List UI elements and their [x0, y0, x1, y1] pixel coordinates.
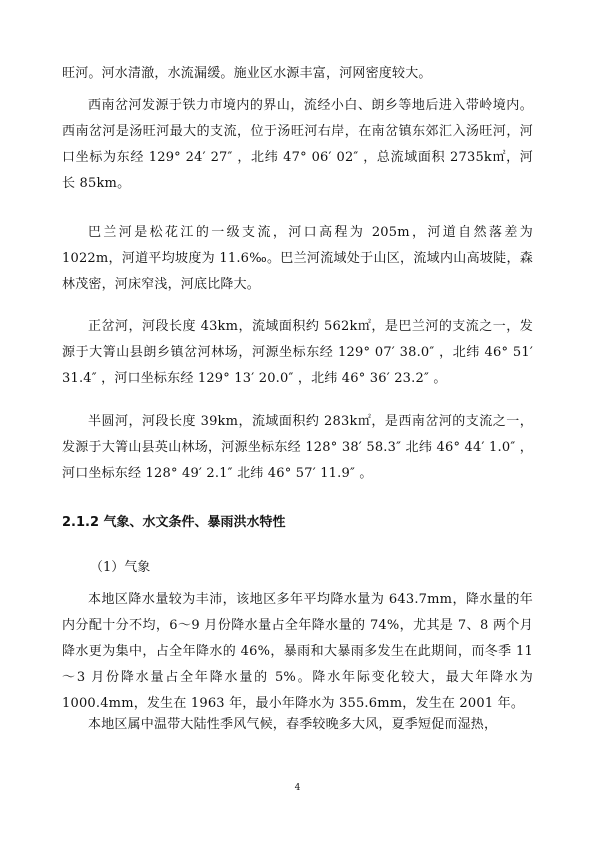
paragraph-xinancha-river: 西南岔河发源于铁力市境内的界山，流经小白、朗乡等地后进入带岭境内。西南岔河是汤旺河最大的支流，位于汤旺河右岸，在南岔镇东郊汇入汤旺河，河口坐标为东经 129° 24′ 27″ ，北纬 47° 06′ 02″ ，总流域面积 2735k㎡，河长 85km。	[62, 98, 533, 191]
paragraph-zhengcha-river: 正岔河，河段长度 43km，流域面积约 562k㎡，是巴兰河的支流之一，发源于大箐山县朗乡镇岔河林场，河源坐标东经 129° 07′ 38.0″ ，北纬 46° 51′ 31.4″ ，河口坐标东经 129° 13′ 20.0″ ，北纬 46° 36′ 23.2″ 。	[62, 319, 533, 386]
paragraph-banyuan-river: 半圆河，河段长度 39km，流域面积约 283k㎡，是西南岔河的支流之一，发源于大箐山县英山林场，河源坐标东经 128° 38′ 58.3″ 北纬 46° 44′ 1.0″ ，河口坐标东经 128° 49′ 2.1″ 北纬 46° 57′ 11.9″ 。	[62, 414, 533, 481]
page-number: 4	[294, 783, 301, 793]
paragraph-climate: 本地区属中温带大陆性季风气候，春季较晚多大风，夏季短促而湿热，	[88, 717, 498, 732]
paragraph-tangwang-river-end: 旺河。河水清澈，水流漏缓。施业区水源丰富，河网密度较大。	[62, 66, 432, 81]
paragraph-precipitation: 本地区降水量较为丰沛，该地区多年平均降水量为 643.7mm，降水量的年内分配十分不均，6～9 月份降水量占全年降水量的 74%，尤其是 7、8 两个月降水更为集中，占全年降水的 46%，暴雨和大暴雨多发生在此期间，而冬季 11～3 月份降水量占全年降水量的 5%。降水年际变化较大，最大年降水为 1000.4mm，发生在 1963 年，最小年降水为 355.6mm，发生在 2001 年。	[62, 592, 533, 711]
section-subheading: （1）气象	[90, 560, 151, 575]
section-heading: 2.1.2 气象、水文条件、暴雨洪水特性	[62, 515, 286, 530]
paragraph-balan-river: 巴兰河是松花江的一级支流，河口高程为 205m，河道自然落差为 1022m，河道平均坡度为 11.6‰。巴兰河流域处于山区，流域内山高坡陡，森林茂密，河床窄浅，河底比降大。	[62, 225, 533, 292]
